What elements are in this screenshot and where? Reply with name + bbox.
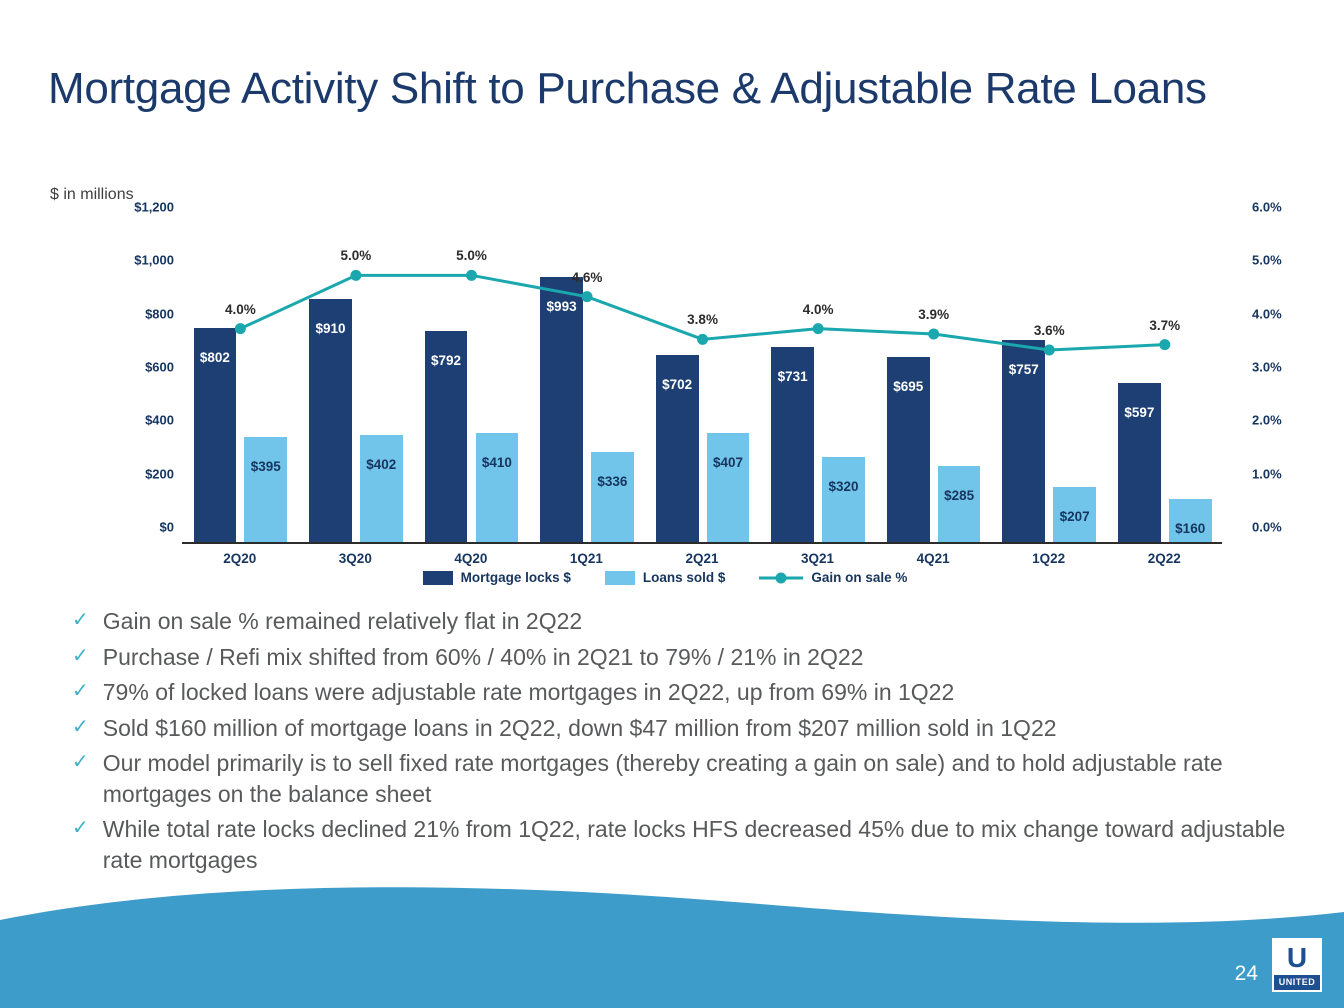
bullet-item bbox=[72, 713, 1302, 744]
y-axis-right-tick: 0.0% bbox=[1252, 519, 1282, 535]
y-axis-left-tick: $800 bbox=[145, 306, 174, 322]
bar-value-label: $407 bbox=[712, 455, 743, 471]
y-axis-left-tick: $400 bbox=[145, 412, 174, 428]
bullet-text: Our model primarily is to sell fixed rate mortgages (thereby creating a gain on sale) and to hold adjustable rate mortgages on the balance sheet bbox=[102, 750, 1223, 807]
mortgage-activity-chart bbox=[50, 199, 1282, 596]
line-marker bbox=[928, 329, 939, 340]
bar-value-label: $285 bbox=[944, 488, 975, 503]
x-axis-tick: 4Q21 bbox=[916, 551, 950, 566]
bar-value-label: $695 bbox=[893, 378, 924, 394]
line-value-label: 4.0% bbox=[224, 301, 256, 317]
y-axis-right-tick: 4.0% bbox=[1252, 306, 1282, 322]
bar-value-label: $597 bbox=[1124, 404, 1155, 420]
united-logo bbox=[1272, 938, 1322, 992]
legend-item[interactable] bbox=[605, 570, 726, 585]
chart-plot-area bbox=[134, 199, 1282, 566]
bar-value-label: $910 bbox=[315, 321, 346, 337]
x-axis-tick: 2Q21 bbox=[685, 551, 719, 566]
legend-label: Gain on sale % bbox=[811, 570, 908, 585]
legend-label: Loans sold $ bbox=[642, 570, 726, 585]
line-marker bbox=[582, 291, 593, 302]
chart-legend bbox=[50, 570, 1280, 585]
bar-value-label: $702 bbox=[662, 376, 693, 392]
logo-letter: U bbox=[1286, 941, 1308, 973]
line-marker bbox=[466, 270, 477, 281]
bar-value-label: $160 bbox=[1175, 521, 1206, 537]
y-axis-left-tick: $200 bbox=[145, 466, 174, 482]
check-icon: ✓ bbox=[72, 680, 89, 703]
y-axis-right-tick: 6.0% bbox=[1252, 199, 1282, 215]
legend-swatch bbox=[423, 571, 453, 585]
legend-item[interactable] bbox=[423, 570, 571, 585]
bullet-text: Sold $160 million of mortgage loans in 2Q22, down $47 million from $207 million sold in 1Q22 bbox=[102, 714, 1057, 741]
line-value-label: 3.6% bbox=[1033, 323, 1065, 338]
bar-value-label: $993 bbox=[546, 299, 577, 315]
check-icon: ✓ bbox=[72, 644, 89, 667]
bullet-item bbox=[72, 642, 1302, 673]
x-axis-tick: 4Q20 bbox=[454, 551, 488, 566]
y-axis-left-tick: $1,200 bbox=[134, 199, 174, 215]
check-icon: ✓ bbox=[72, 609, 89, 631]
x-axis-tick: 2Q22 bbox=[1147, 551, 1181, 566]
bullet-item bbox=[72, 814, 1302, 875]
bullet-text: Gain on sale % remained relatively flat in 2Q22 bbox=[102, 608, 583, 634]
bullet-text: While total rate locks declined 21% from 1Q22, rate locks HFS decreased 45% due to mix change toward adjustable rate mortgages bbox=[102, 816, 1286, 874]
page-title: Mortgage Activity Shift to Purchase & Adjustable Rate Loans bbox=[48, 64, 1207, 113]
line-value-label: 4.0% bbox=[802, 301, 834, 317]
bar-value-label: $395 bbox=[250, 458, 281, 474]
x-axis-tick: 3Q20 bbox=[338, 551, 372, 566]
legend-swatch bbox=[605, 571, 635, 585]
line-marker bbox=[350, 270, 361, 281]
footer-wave bbox=[0, 878, 1344, 1008]
bar-value-label: $336 bbox=[597, 474, 628, 490]
y-axis-right-tick: 3.0% bbox=[1252, 359, 1282, 375]
logo-wordmark: UNITED bbox=[1274, 975, 1320, 990]
bar-value-label: $757 bbox=[1008, 362, 1039, 378]
line-marker bbox=[235, 323, 246, 334]
line-value-label: 4.6% bbox=[571, 269, 603, 285]
line-marker bbox=[1159, 339, 1170, 350]
line-marker bbox=[813, 323, 824, 334]
check-icon: ✓ bbox=[72, 817, 89, 840]
x-axis-tick: 2Q20 bbox=[223, 551, 257, 566]
bar-value-label: $410 bbox=[481, 454, 512, 470]
x-axis-tick: 1Q22 bbox=[1032, 551, 1066, 566]
page-number: 24 bbox=[1234, 962, 1258, 985]
check-icon: ✓ bbox=[72, 715, 89, 738]
bar-value-label: $402 bbox=[366, 456, 397, 472]
x-axis-tick: 3Q21 bbox=[801, 551, 835, 566]
line-value-label: 5.0% bbox=[340, 248, 372, 264]
bullet-text: 79% of locked loans were adjustable rate mortgages in 2Q22, up from 69% in 1Q22 bbox=[102, 679, 955, 706]
bar-value-label: $320 bbox=[828, 478, 859, 494]
bar-value-label: $731 bbox=[777, 369, 808, 385]
bullet-item bbox=[72, 748, 1302, 809]
bullet-item bbox=[72, 606, 1302, 637]
line-value-label: 3.7% bbox=[1149, 317, 1181, 333]
x-axis-tick: 1Q21 bbox=[569, 551, 603, 566]
line-value-label: 5.0% bbox=[456, 248, 487, 264]
bar-value-label: $792 bbox=[431, 352, 462, 368]
check-icon: ✓ bbox=[72, 751, 89, 774]
legend-item[interactable] bbox=[759, 570, 907, 585]
y-axis-right-tick: 1.0% bbox=[1252, 466, 1282, 482]
gain-on-sale-line bbox=[182, 222, 1222, 542]
line-marker bbox=[1044, 345, 1055, 356]
y-axis-left-tick: $0 bbox=[159, 519, 174, 535]
chart-units-label: $ in millions bbox=[50, 186, 134, 203]
bullet-list bbox=[72, 606, 1302, 881]
bullet-item bbox=[72, 677, 1302, 708]
legend-label: Mortgage locks $ bbox=[460, 570, 571, 585]
legend-line-marker bbox=[759, 571, 803, 585]
y-axis-left-tick: $1,000 bbox=[134, 252, 174, 268]
bar-value-label: $802 bbox=[199, 350, 230, 366]
line-marker bbox=[697, 334, 708, 345]
y-axis-left-tick: $600 bbox=[145, 359, 174, 375]
line-value-label: 3.8% bbox=[687, 312, 718, 328]
y-axis-right-tick: 5.0% bbox=[1252, 252, 1282, 268]
bullet-text: Purchase / Refi mix shifted from 60% / 40% in 2Q21 to 79% / 21% in 2Q22 bbox=[102, 643, 864, 670]
y-axis-right-tick: 2.0% bbox=[1252, 412, 1282, 428]
line-value-label: 3.9% bbox=[918, 307, 950, 322]
bar-value-label: $207 bbox=[1059, 508, 1090, 524]
